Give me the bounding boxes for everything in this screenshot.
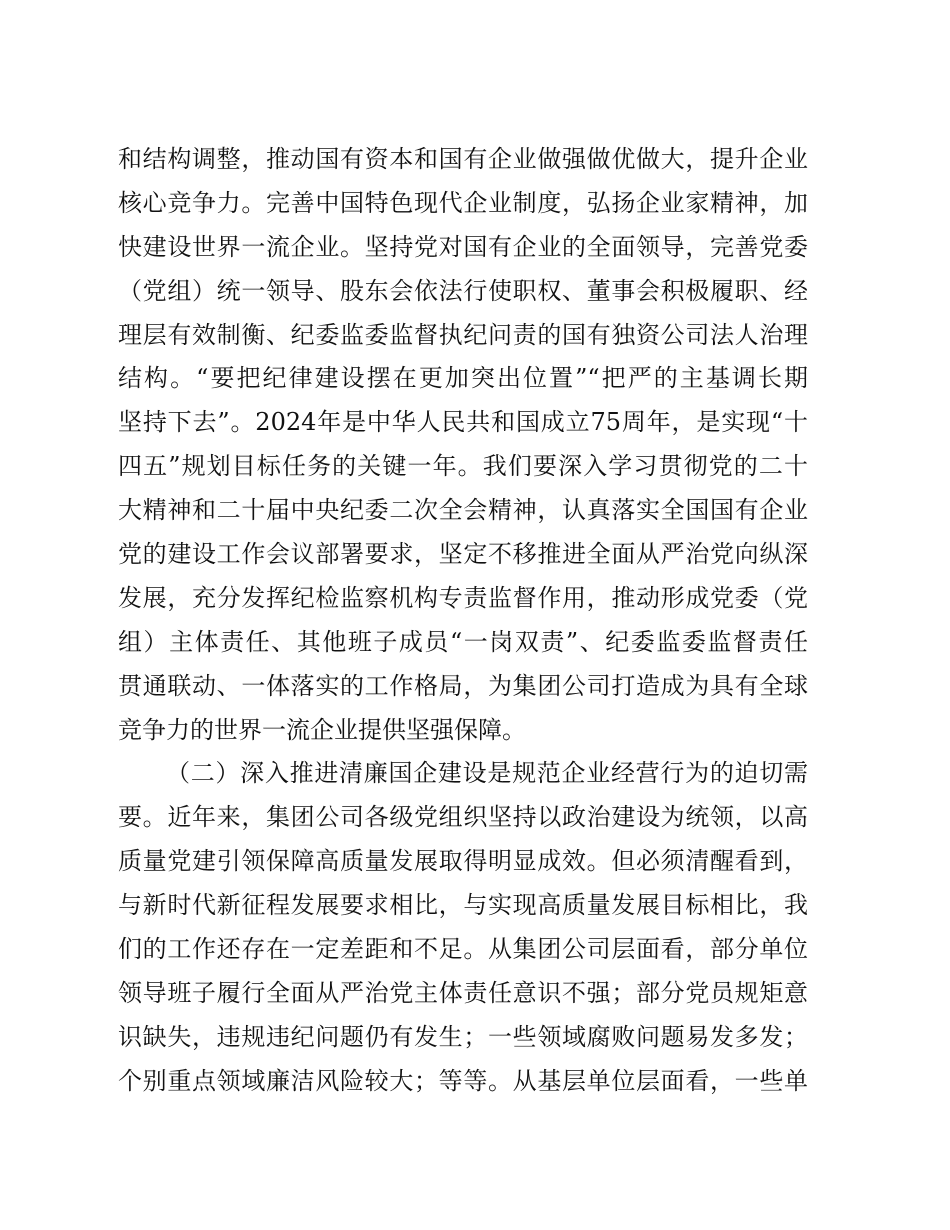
text-line: 个别重点领域廉洁风险较大；等等。从基层单位层面看，一些单: [118, 1066, 808, 1095]
text-line: 坚持下去”。2024年是中华人民共和国成立75周年，是实现“十: [118, 408, 808, 437]
text-line: 识缺失，违规违纪问题仍有发生；一些领域腐败问题易发多发；: [118, 1022, 808, 1051]
text-line: 理层有效制衡、纪委监委监督执纪问责的国有独资公司法人治理: [118, 320, 808, 349]
body-text: [118, 138, 808, 1104]
text-line: 核心竞争力。完善中国特色现代企业制度，弘扬企业家精神，加: [118, 188, 808, 217]
text-line: 与新时代新征程发展要求相比，与实现高质量发展目标相比，我: [118, 891, 808, 920]
text-line: 质量党建引领保障高质量发展取得明显成效。但必须清醒看到，: [118, 847, 808, 876]
text-line: 贯通联动、一体落实的工作格局，为集团公司打造成为具有全球: [118, 671, 808, 700]
text-line: 领导班子履行全面从严治党主体责任意识不强；部分党员规矩意: [118, 978, 808, 1007]
text-line: 发展，充分发挥纪检监察机构专责监督作用，推动形成党委（党: [118, 583, 808, 612]
text-line: 和结构调整，推动国有资本和国有企业做强做优做大，提升企业: [118, 145, 808, 173]
text-line: 竞争力的世界一流企业提供坚强保障。: [118, 715, 526, 744]
text-line: 结构。“要把纪律建设摆在更加突出位置”“把严的主基调长期: [118, 364, 808, 393]
text-line: 党的建设工作会议部署要求，坚定不移推进全面从严治党向纵深: [118, 540, 808, 569]
text-line: 们的工作还存在一定差距和不足。从集团公司层面看，部分单位: [118, 935, 808, 964]
text-line: 要。近年来，集团公司各级党组织坚持以政治建设为统领，以高: [118, 803, 808, 832]
text-line: 大精神和二十届中央纪委二次全会精神，认真落实全国国有企业: [118, 496, 808, 525]
text-line: 组）主体责任、其他班子成员“一岗双责”、纪委监委监督责任: [118, 627, 808, 656]
text-line: （党组）统一领导、股东会依法行使职权、董事会积极履职、经: [118, 276, 808, 305]
text-line: 快建设世界一流企业。坚持党对国有企业的全面领导，完善党委: [118, 232, 808, 261]
text-line: 四五”规划目标任务的关键一年。我们要深入学习贯彻党的二十: [118, 452, 808, 481]
section-heading-line: （二）深入推进清廉国企建设是规范企业经营行为的迫切需: [166, 759, 808, 788]
